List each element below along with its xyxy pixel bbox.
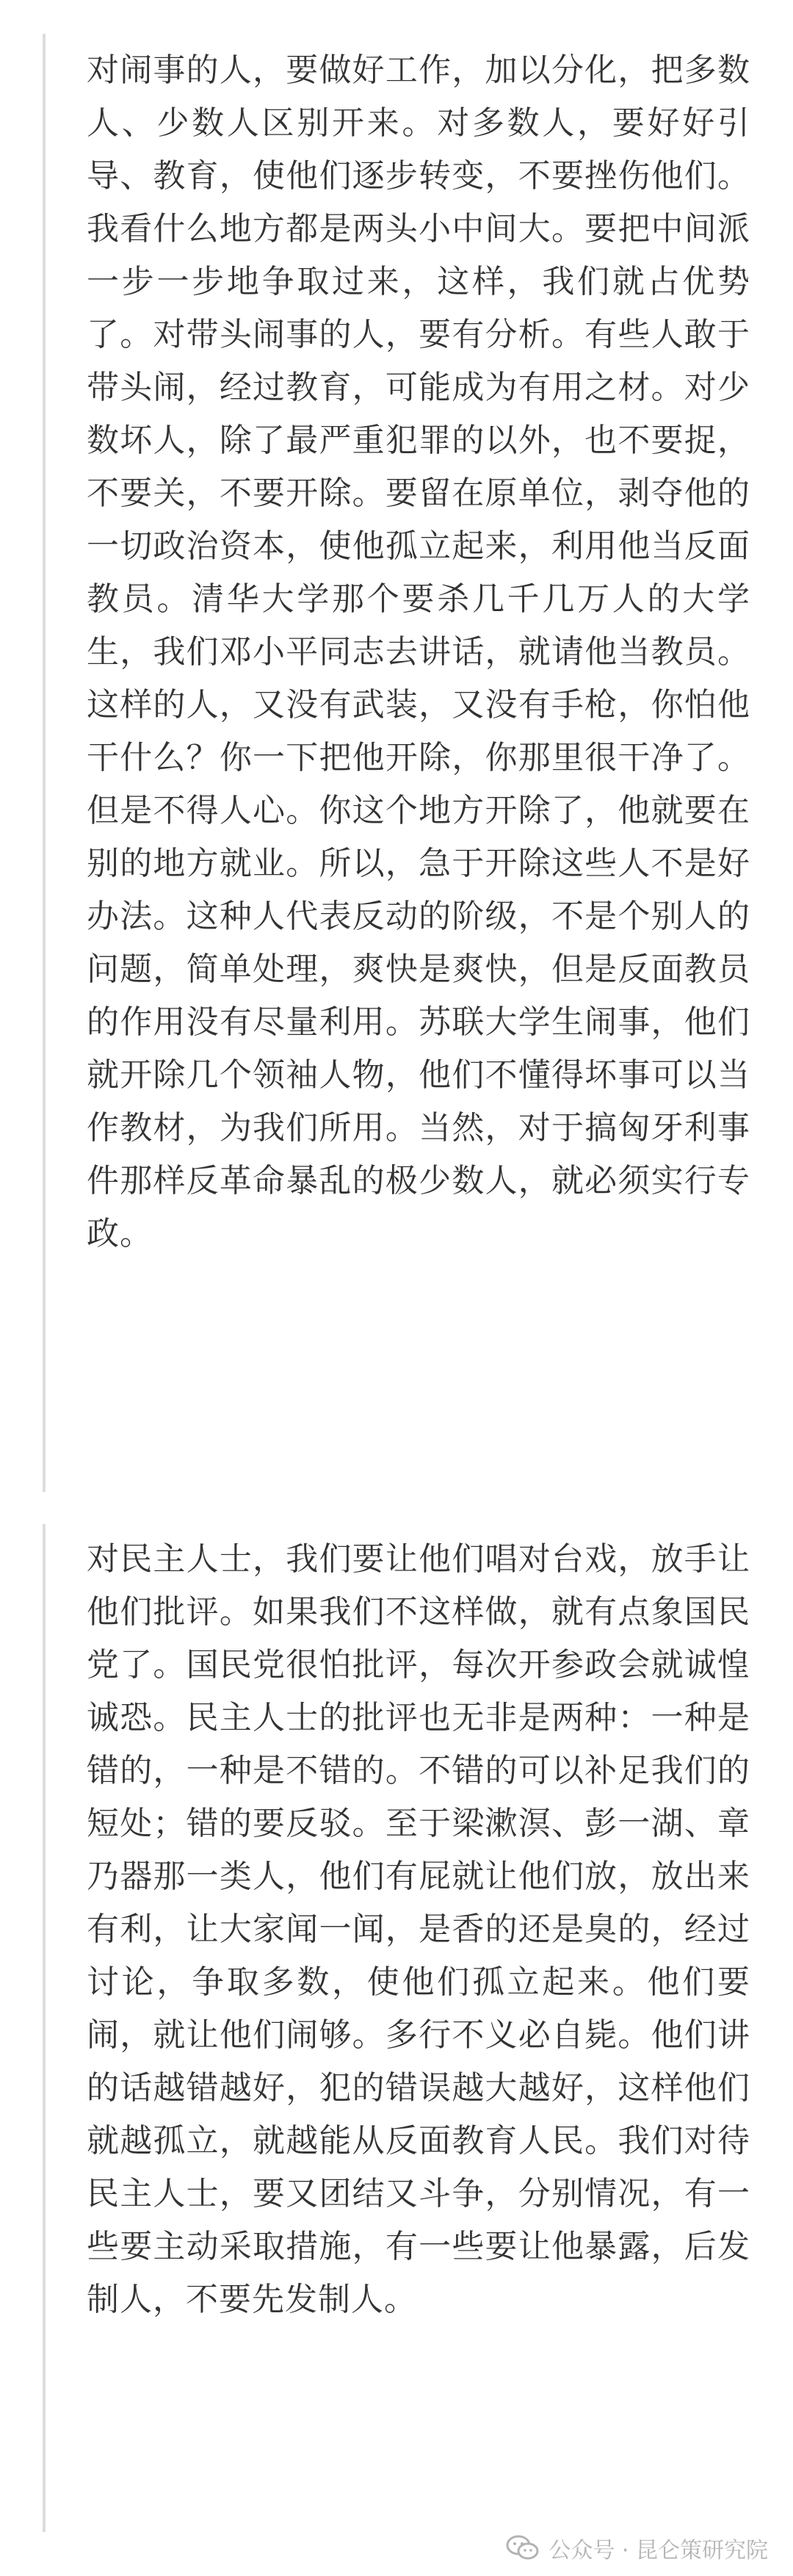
quote-block-2	[43, 1524, 762, 2532]
quote-block-1	[43, 34, 762, 1492]
watermark	[506, 2528, 768, 2569]
paragraph-2: 对民主人士，我们要让他们唱对台戏，放手让他们批评。如果我们不这样做，就有点象国民党了。国民党很怕批评，每次开参政会就诚惶诚恐。民主人士的批评也无非是两种：一种是错的，一种是不错的。不错的可以补足我们的短处；错的要反驳。至于梁漱溟、彭一湖、章乃器那一类人，他们有屁就让他们放，放出来有利，让大家闻一闻，是香的还是臭的，经过讨论，争取多数，使他们孤立起来。他们要闹，就让他们闹够。多行不义必自毙。他们讲的话越错越好，犯的错误越大越好，这样他们就越孤立，就越能从反面教育人民。我们对待民主人士，要又团结又斗争，分别情况，有一些要主动采取措施，有一些要让他暴露，后发制人，不要先发制人。	[87, 1540, 750, 2318]
paragraph-1: 对闹事的人，要做好工作，加以分化，把多数人、少数人区别开来。对多数人，要好好引导、教育，使他们逐步转变，不要挫伤他们。我看什么地方都是两头小中间大。要把中间派一步一步地争取过来，这样，我们就占优势了。对带头闹事的人，要有分析。有些人敢于带头闹，经过教育，可能成为有用之材。对少数坏人，除了最严重犯罪的以外，也不要捉，不要关，不要开除。要留在原单位，剥夺他的一切政治资本，使他孤立起来，利用他当反面教员。清华大学那个要杀几千几万人的大学生，我们邓小平同志去讲话，就请他当教员。这样的人，又没有武装，又没有手枪，你怕他干什么？你一下把他开除，你那里很干净了。但是不得人心。你这个地方开除了，他就要在别的地方就业。所以，急于开除这些人不是好办法。这种人代表反动的阶级，不是个别人的问题，简单处理，爽快是爽快，但是反面教员的作用没有尽量利用。苏联大学生闹事，他们就开除几个领袖人物，他们不懂得坏事可以当作教材，为我们所用。当然，对于搞匈牙利事件那样反革命暴乱的极少数人，就必须实行专政。	[87, 51, 750, 1252]
watermark-text: 公众号 · 昆仑策研究院	[548, 2538, 768, 2564]
wechat-official-account-icon	[506, 2534, 540, 2562]
